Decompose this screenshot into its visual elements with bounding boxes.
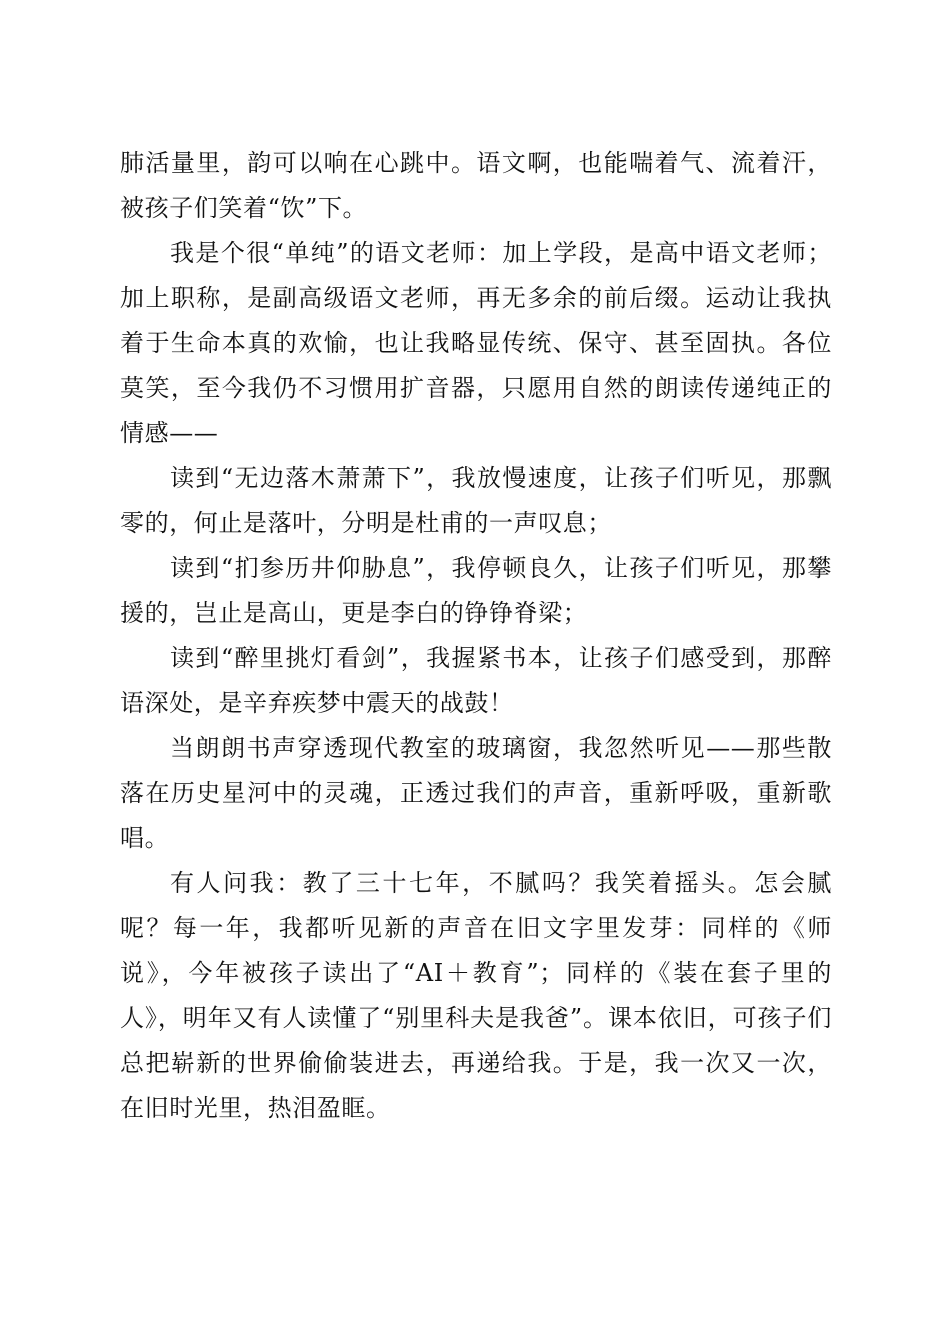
document-page bbox=[120, 141, 832, 1131]
paragraph-3: 读到“无边落木萧萧下”，我放慢速度，让孩子们听见，那飘零的，何止是落叶，分明是杜甫的一声叹息； bbox=[120, 464, 832, 537]
paragraph-1: 肺活量里，韵可以响在心跳中。语文啊，也能喘着气、流着汗，被孩子们笑着“饮”下。 bbox=[120, 149, 832, 222]
paragraph-2: 我是个很“单纯”的语文老师：加上学段，是高中语文老师；加上职称，是副高级语文老师，再无多余的前后缀。运动让我执着于生命本真的欢愉，也让我略显传统、保守、甚至固执。各位莫笑，至今我仍不习惯用扩音器，只愿用自然的朗读传递纯正的情感—— bbox=[120, 239, 832, 447]
paragraph-7: 有人问我：教了三十七年，不腻吗？我笑着摇头。怎会腻呢？每一年，我都听见新的声音在旧文字里发芽：同样的《师说》，今年被孩子读出了“AI＋教育”；同样的《装在套子里的人》，明年又有人读懂了“别里科夫是我爸”。课本依旧，可孩子们总把崭新的世界偷偷装进去，再递给我。于是，我一次又一次，在旧时光里，热泪盈眶。 bbox=[120, 869, 832, 1122]
paragraph-6: 当朗朗书声穿透现代教室的玻璃窗，我忽然听见——那些散落在历史星河中的灵魂，正透过我们的声音，重新呼吸，重新歌唱。 bbox=[120, 734, 832, 852]
paragraph-5: 读到“醉里挑灯看剑”，我握紧书本，让孩子们感受到，那醉语深处，是辛弃疾梦中震天的战鼓！ bbox=[120, 644, 832, 717]
paragraph-4: 读到“扪参历井仰胁息”，我停顿良久，让孩子们听见，那攀援的，岂止是高山，更是李白的铮铮脊梁； bbox=[120, 554, 832, 627]
